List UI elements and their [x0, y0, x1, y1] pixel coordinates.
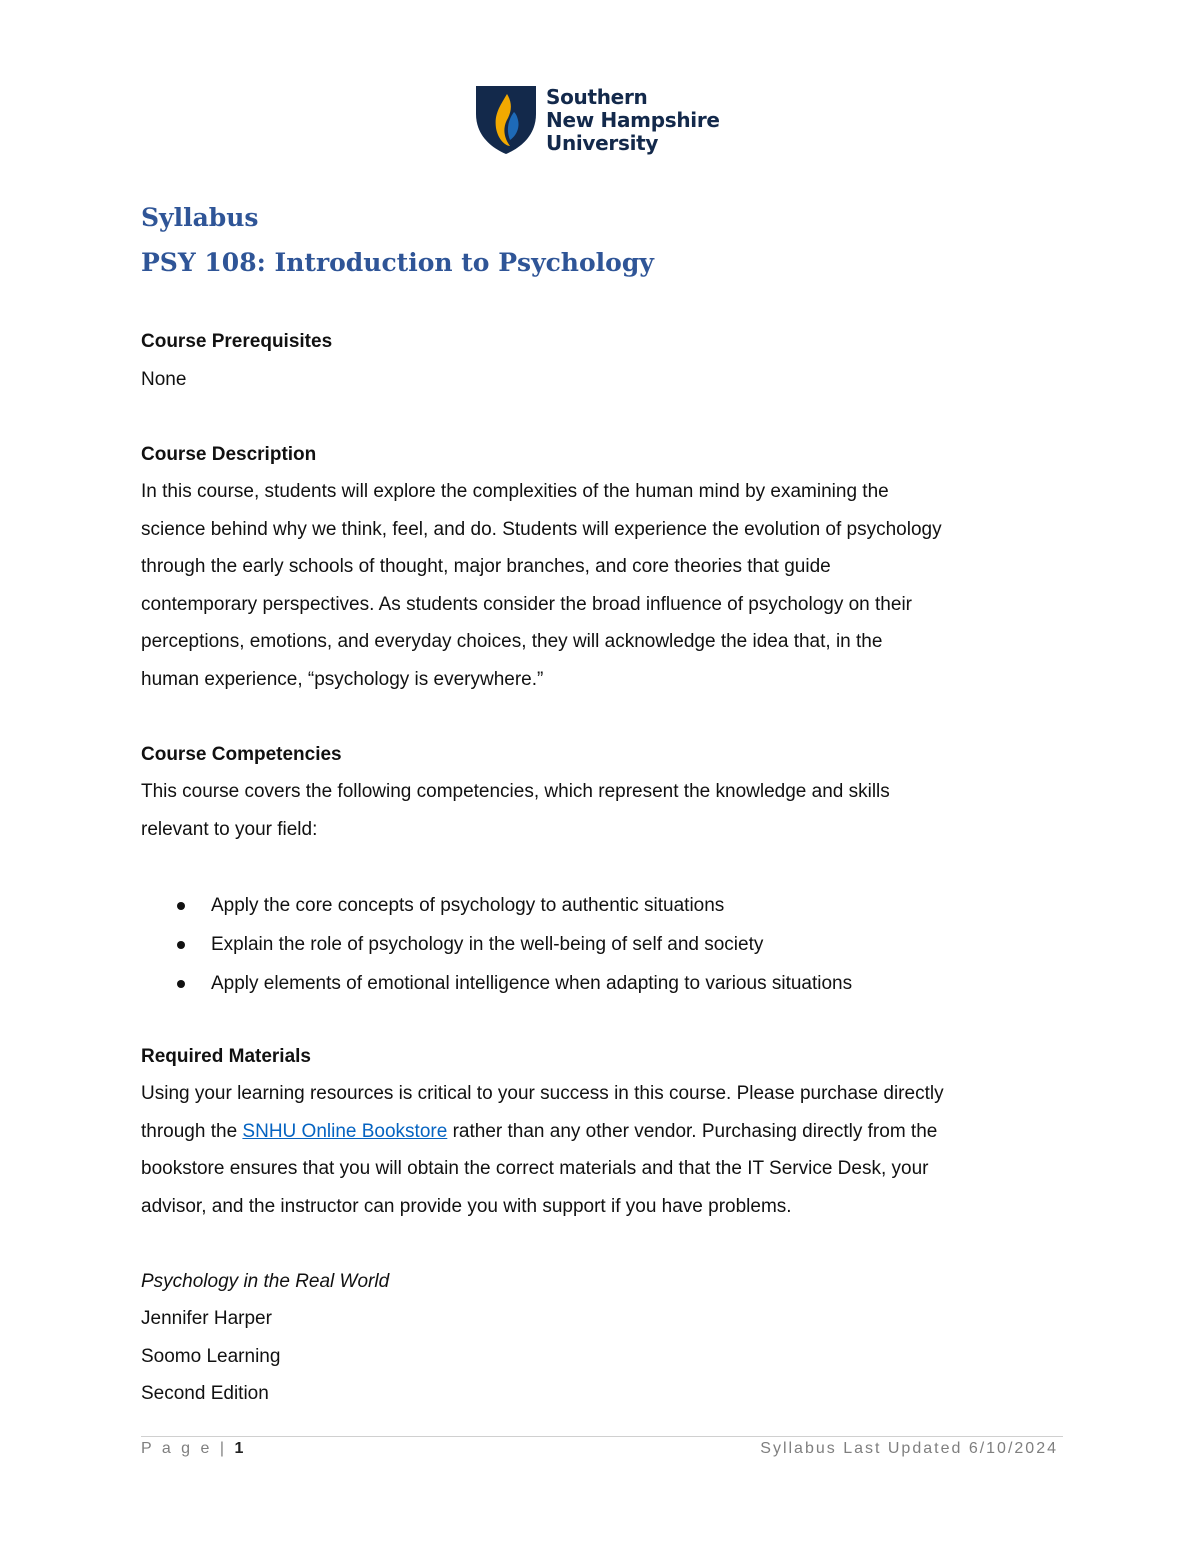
description-line: contemporary perspectives. As students consider the broad influence of psychology on their [141, 593, 912, 615]
page-number: P a g e | 1 [141, 1440, 244, 1457]
bullet-icon [177, 941, 185, 949]
competencies-intro-line: relevant to your field: [141, 818, 318, 840]
description-heading: Course Description [141, 443, 317, 465]
syllabus-content [141, 195, 1071, 1413]
document-title: Syllabus [141, 203, 259, 232]
bullet-icon [177, 980, 185, 988]
materials-line: bookstore ensures that you will obtain the correct materials and that the IT Service Desk, your [141, 1158, 929, 1179]
description-line: human experience, “psychology is everywhere.” [141, 668, 544, 690]
shield-flame-icon [474, 84, 538, 156]
competency-item: Apply the core concepts of psychology to authentic situations [141, 886, 1071, 925]
competencies-heading: Course Competencies [141, 743, 342, 765]
competency-item: Apply elements of emotional intelligence when adapting to various situations [141, 964, 1071, 1003]
last-updated: Syllabus Last Updated 6/10/2024 [760, 1440, 1058, 1457]
materials-heading: Required Materials [141, 1045, 311, 1067]
footer-divider [141, 1436, 1063, 1437]
description-line: science behind why we think, feel, and do. Students will experience the evolution of psychology [141, 518, 942, 540]
book-publisher: Soomo Learning [141, 1345, 281, 1367]
book-edition: Second Edition [141, 1383, 269, 1404]
competencies-intro-line: This course covers the following competencies, which represent the knowledge and skills [141, 781, 890, 802]
description-line: perceptions, emotions, and everyday choices, they will acknowledge the idea that, in the [141, 631, 883, 652]
logo-line-southern: Southern [546, 85, 648, 109]
prerequisites-heading: Course Prerequisites [141, 331, 333, 352]
competency-item: Explain the role of psychology in the well-being of self and society [141, 925, 1071, 964]
snhu-bookstore-link[interactable]: SNHU Online Bookstore [242, 1120, 448, 1142]
description-line: In this course, students will explore the complexities of the human mind by examining the [141, 481, 889, 502]
book-author: Jennifer Harper [141, 1308, 272, 1329]
materials-line: through the SNHU Online Bookstore rather than any other vendor. Purchasing directly from the [141, 1120, 938, 1142]
materials-line: advisor, and the instructor can provide you with support if you have problems. [141, 1195, 792, 1217]
bullet-icon [177, 902, 185, 910]
materials-line: Using your learning resources is critical to your success in this course. Please purchase directly [141, 1083, 944, 1104]
snhu-logo [474, 84, 734, 158]
logo-line-university: University [546, 131, 659, 155]
description-line: through the early schools of thought, major branches, and core theories that guide [141, 556, 831, 577]
course-title: PSY 108: Introduction to Psychology [141, 248, 654, 277]
prerequisites-text: None [141, 368, 187, 390]
competencies-list [141, 886, 1071, 1003]
logo-line-new-hampshire: New Hampshire [546, 108, 720, 132]
book-title: Psychology in the Real World [141, 1270, 390, 1292]
